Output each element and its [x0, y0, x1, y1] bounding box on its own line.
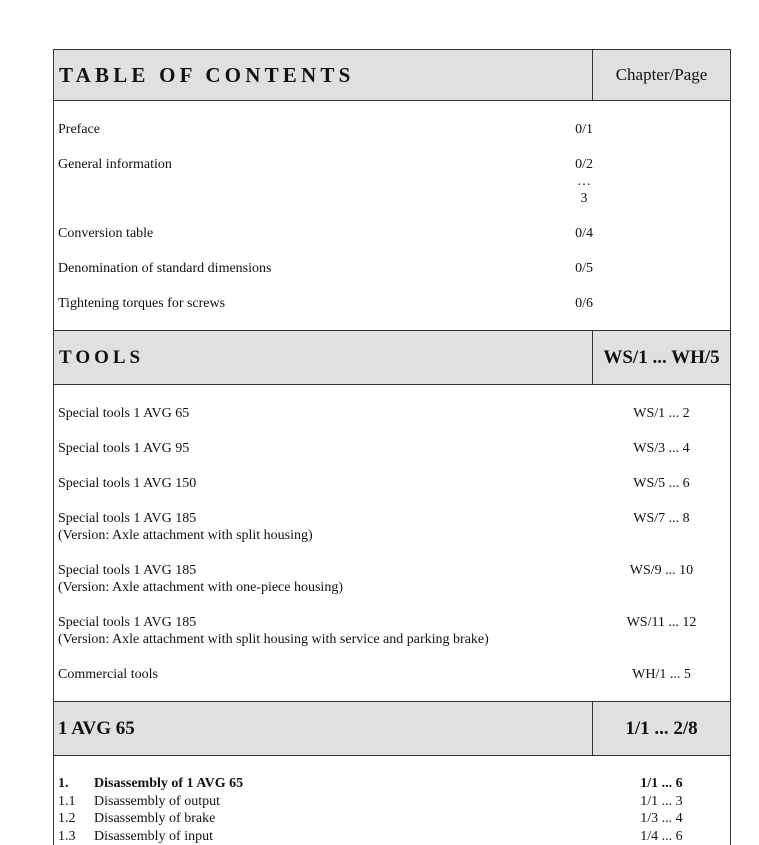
entry-page: WH/1 ... 5: [593, 666, 730, 683]
entry-label: Conversion table: [54, 225, 575, 242]
toc-entry[interactable]: [54, 510, 730, 544]
toc-entry[interactable]: [54, 405, 730, 422]
entry-label: Special tools 1 AVG 65: [54, 405, 593, 422]
entry-page: WS/1 ... 2: [593, 405, 730, 422]
entry-page: 0/5: [575, 260, 593, 277]
toc-entry[interactable]: [54, 440, 730, 457]
entry-page: 1/3 ... 4: [593, 810, 730, 828]
toc-entry[interactable]: [58, 793, 730, 811]
entry-sublabel: (Version: Axle attachment with split housing): [58, 528, 313, 543]
entry-label: Special tools 1 AVG 150: [54, 475, 593, 492]
toc-entry[interactable]: [54, 562, 730, 596]
entry-number: 1.: [58, 775, 94, 793]
entry-sublabel: (Version: Axle attachment with one-piece housing): [58, 580, 343, 595]
entry-label: Disassembly of 1 AVG 65: [94, 775, 593, 793]
entry-label: Special tools 1 AVG 95: [54, 440, 593, 457]
toc-title: TABLE OF CONTENTS: [54, 50, 593, 100]
entry-page: 1/1 ... 6: [593, 775, 730, 793]
avg65-section: [54, 756, 730, 845]
toc-entry[interactable]: [58, 810, 730, 828]
toc-entry[interactable]: [54, 666, 730, 683]
entry-page: WS/7 ... 8: [593, 510, 730, 544]
entry-number: 1.1: [58, 793, 94, 811]
entry-label: Denomination of standard dimensions: [54, 260, 575, 277]
toc-entry[interactable]: [54, 295, 593, 312]
toc-entry[interactable]: [54, 156, 593, 207]
entry-page: 0/1: [575, 121, 593, 138]
entry-page: 0/6: [575, 295, 593, 312]
entry-page: 0/4: [575, 225, 593, 242]
entry-label: Tightening torques for screws: [54, 295, 575, 312]
entry-number: 1.3: [58, 828, 94, 845]
entry-page: WS/11 ... 12: [593, 614, 730, 648]
toc-entry[interactable]: [54, 475, 730, 492]
entry-page: WS/3 ... 4: [593, 440, 730, 457]
toc-entry[interactable]: [54, 614, 730, 648]
tools-pages: WS/1 ... WH/5: [593, 331, 730, 384]
entry-label: Disassembly of input: [94, 828, 593, 845]
entry-label: Special tools 1 AVG 185: [58, 511, 196, 526]
entry-label: Special tools 1 AVG 185: [58, 563, 196, 578]
entry-label: Commercial tools: [54, 666, 593, 683]
avg65-pages: 1/1 ... 2/8: [593, 702, 730, 755]
entry-number: 1.2: [58, 810, 94, 828]
entry-page: WS/9 ... 10: [593, 562, 730, 596]
toc-entry[interactable]: [54, 260, 593, 277]
entry-label: Disassembly of brake: [94, 810, 593, 828]
entry-label: Preface: [54, 121, 575, 138]
toc-entry[interactable]: [54, 225, 593, 242]
tools-title: TOOLS: [54, 331, 593, 384]
toc-entry[interactable]: [58, 828, 730, 845]
toc-header-row: [54, 50, 730, 101]
entry-sublabel: (Version: Axle attachment with split housing with service and parking brake): [58, 632, 489, 647]
chapter-page-header: Chapter/Page: [593, 50, 730, 100]
entry-page: WS/5 ... 6: [593, 475, 730, 492]
entry-label: Disassembly of output: [94, 793, 593, 811]
entry-label: General information: [54, 156, 575, 207]
toc-entry[interactable]: [54, 121, 593, 138]
intro-section: [54, 101, 730, 331]
toc-entry[interactable]: [58, 775, 730, 793]
avg65-title: 1 AVG 65: [54, 702, 593, 755]
tools-section: [54, 385, 730, 702]
entry-label: Special tools 1 AVG 185: [58, 615, 196, 630]
toc-table: [53, 49, 731, 845]
entry-page: 1/4 ... 6: [593, 828, 730, 845]
avg65-header-row: [54, 702, 730, 756]
entry-page: 1/1 ... 3: [593, 793, 730, 811]
tools-header-row: [54, 331, 730, 385]
entry-page: 0/2 … 3: [575, 156, 593, 207]
